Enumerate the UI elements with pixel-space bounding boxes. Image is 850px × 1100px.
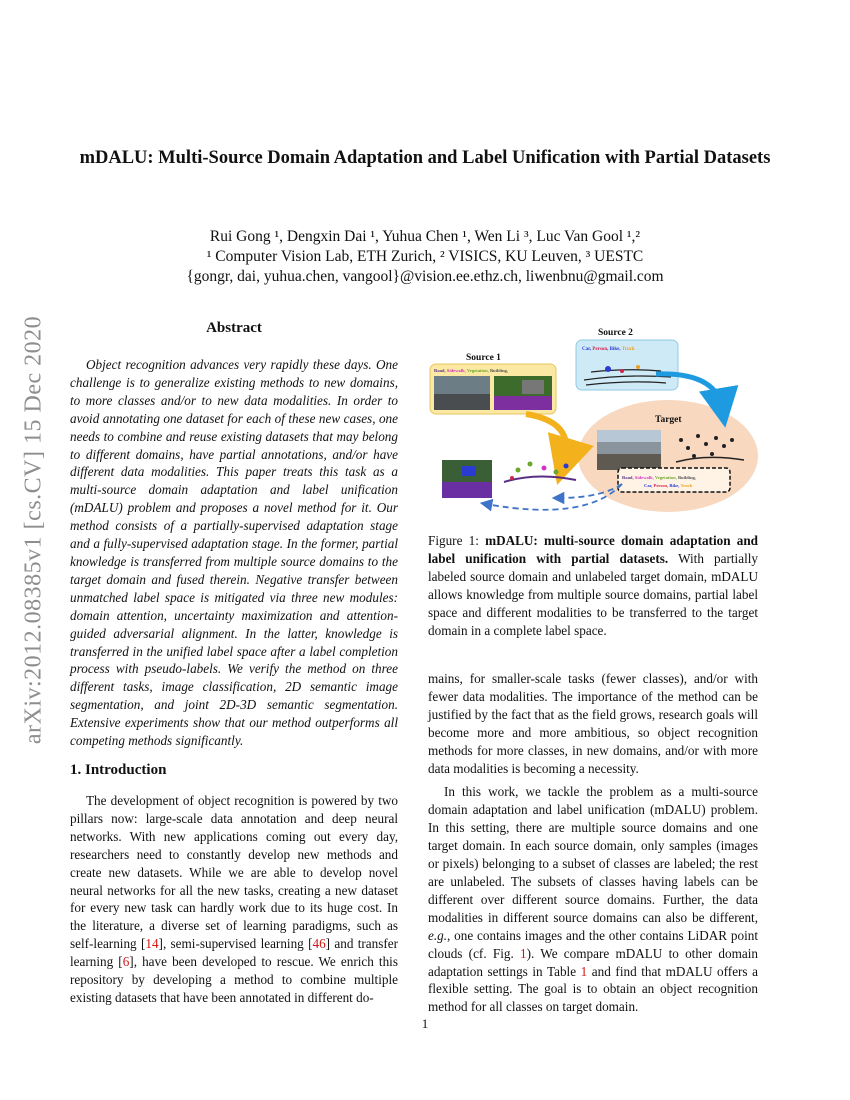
author-block — [60, 227, 790, 287]
col2-text-a: In this work, we tackle the problem as a multi-source domain adaptation and label unification (mDALU) problem. In this setting, there are multiple source domains and one target domain. In each source domain, only samples (images or pixels) belonging to a subset of classes are labeled; the rest are unlabeled. The subsets of classes having labels can be different over different source domains. Further, the data modalities in different source domains can also be different, — [428, 784, 758, 925]
col2-text-d: and find that mDALU offers a flexible setting. The goal is to obtain an object recognition method for all classes on target domain. — [428, 963, 758, 1015]
col2-paragraph-1: mains, for smaller-scale tasks (fewer classes), and/or with fewer data modalities. The importance of the method can be justified by the fact that as the field grows, research goals will become more and more ambitious, so object recognition methods for more classes, in new domains, and/or with more data modalities is becoming a necessity. — [428, 671, 758, 776]
col2-eg: e.g. — [428, 927, 448, 943]
caption-bold: mDALU: multi-source domain adaptation and label unification with partial datasets. — [428, 533, 758, 566]
author-affiliations: ¹ Computer Vision Lab, ETH Zurich, ² VISICS, KU Leuven, ³ UESTC — [206, 248, 644, 265]
source1-to-target-arrow — [526, 414, 566, 462]
col2-text-b: , one contains images and the other contains LiDAR point clouds (cf. Fig. — [428, 927, 758, 961]
target-label-box — [618, 468, 730, 492]
intro-paragraph — [70, 792, 398, 1007]
author-names: Rui Gong ¹, Dengxin Dai ¹, Yuhua Chen ¹, Wen Li ³, Luc Van Gool ¹,² — [209, 228, 641, 245]
citation-link-14[interactable]: 14 — [145, 936, 159, 952]
citation-link-6[interactable]: 6 — [122, 954, 130, 970]
source2-label: Source 2 — [598, 328, 633, 338]
target-classes-line2: Car, Person, Bike, Truck — [644, 483, 693, 488]
paper-title: mDALU: Multi-Source Domain Adaptation and Label Unification with Partial Datasets — [79, 148, 771, 168]
intro-heading: 1. Introduction — [70, 762, 167, 778]
intro-text-d: ], have been developed to rescue. We enrich this repository by developing a method to combine multiple existing datasets that have been annotated in different do- — [70, 954, 398, 1005]
col2-paragraph-2 — [428, 783, 758, 1016]
source2-classes: Car, Person, Bike, Truck — [582, 347, 635, 352]
col2-text-c: ). We compare mDALU to other domain adaptation settings in Table — [428, 945, 758, 979]
source1-label: Source 1 — [466, 353, 501, 363]
right-column-text — [428, 670, 758, 1016]
table-ref-link[interactable]: 1 — [580, 963, 588, 979]
figure-caption — [428, 532, 758, 639]
caption-rest: With partially labeled source domain and unlabeled target domain, mDALU allows knowledge from multiple source domains, partial label space and different modalities to be transferred to the target domain in a complete label space. — [428, 550, 758, 638]
target-label: Target — [655, 415, 682, 425]
figure-1 — [426, 322, 760, 528]
citation-link-46[interactable]: 46 — [312, 936, 326, 952]
abstract-text: Object recognition advances very rapidly these days. One challenge is to generalize existing methods to new domains, to more classes and/or to new data modalities. In order to avoid annotating one dataset for each of these new cases, one needs to combine and reuse existing datasets that may belong to different domains, have partial annotations, and/or have different data modalities. This paper treats this task as a multi-source domain adaptation and label unification (mDALU) problem and proposes a novel method for it. Our method consists of a partially-supervised adaptation stage and a fully-supervised adaptation stage. In the former, partial knowledge is transferred from multiple source domains to the target domain and fused therein. Negative transfer between unmatched label space is mitigated via three new modules: domain attention, uncertainty maximization and attention-guided adversarial alignment. In the latter, knowledge is transferred in the unified label space after a label completion process with pseudo-labels. We verify the method on three different tasks, image classification, 2D semantic image segmentation, and joint 2D-3D semantic segmentation. Extensive experiments show that our method outperforms all competing methods significantly. — [70, 357, 398, 749]
author-emails: {gongr, dai, yuhua.chen, vangool}@vision.ee.ethz.ch, liwenbnu@gmail.com — [186, 268, 664, 285]
arxiv-identifier: arXiv:2012.08385v1 [cs.CV] 15 Dec 2020 — [20, 315, 47, 745]
source1-classes: Road, Sidewalk, Vegetation, Building, — [434, 368, 508, 373]
caption-prefix: Figure 1: — [428, 533, 486, 548]
intro-text-a: The development of object recognition is powered by two pillars now: large-scale data annotation and deep neural networks. With new applications coming out every day, researchers need to constantly develop new methods and create new datasets. While we are able to develop novel neural networks for all the new tasks, creating a new dataset for every new task can hardly work due to its huge cost. In the literature, a diverse set of learning paradigms, such as self-learning [ — [70, 793, 398, 952]
intro-text-c: ] and transfer learning [ — [70, 936, 399, 970]
arxiv-sidebar — [12, 270, 56, 790]
output-point-cloud — [504, 462, 576, 483]
intro-text-b: ], semi-supervised learning [ — [158, 936, 313, 952]
abstract-heading: Abstract — [206, 320, 262, 336]
target-classes-line1: Road, Sidewalk, Vegetation, Building, — [622, 475, 696, 480]
page-number: 1 — [421, 1016, 429, 1031]
figure-ref-link[interactable]: 1 — [520, 945, 527, 961]
